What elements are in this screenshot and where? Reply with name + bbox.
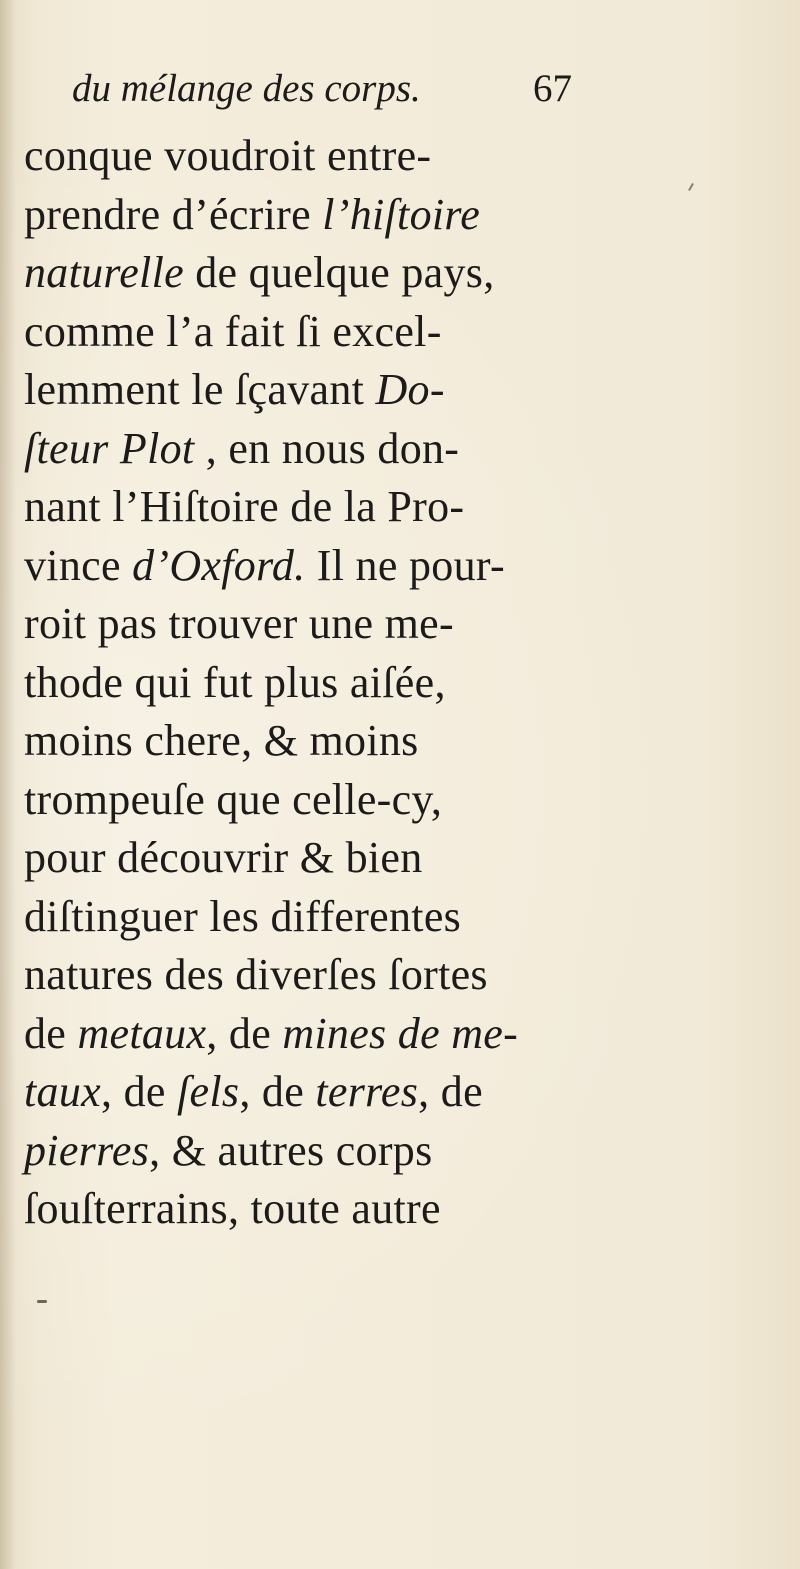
line-text: , de [239,1067,316,1116]
italic-text: pierres [24,1125,150,1175]
text-line [24,654,584,713]
ink-mark [37,1300,47,1303]
line-text: trompeuſe que celle-cy, [24,774,443,824]
body-text [24,127,584,1239]
text-line [24,361,584,420]
line-text: diſtinguer les differentes [24,891,462,941]
line-text: thode qui fut plus aiſée, [24,657,446,707]
text-line [24,1005,584,1064]
line-text: prendre d’écrire [24,189,323,239]
line-text: , & autres corps [149,1125,433,1175]
text-line [24,1122,584,1181]
text-line [24,829,584,888]
line-text: Il ne pour- [305,540,505,590]
text-line [24,1063,584,1122]
page-header [72,66,572,122]
italic-text: naturelle [24,248,184,297]
spine-shadow [0,0,16,1569]
text-line [24,771,584,830]
line-text: , de [418,1067,483,1116]
text-line [24,244,584,303]
line-text: , en nous don- [194,423,460,473]
text-line [24,1180,584,1239]
line-text: , de [100,1067,177,1116]
line-text: , de [206,1008,283,1058]
text-line [24,595,584,654]
italic-text: taux [24,1067,101,1116]
text-line [24,478,584,537]
text-line [24,537,584,596]
italic-text: l’hiſtoire [322,189,481,239]
text-line [24,303,584,362]
text-line [24,712,584,771]
italic-text: metaux [77,1008,207,1058]
text-line [24,186,584,245]
line-text: moins chere, & moins [24,716,419,765]
italic-text: d’Oxford. [132,540,306,590]
line-text: ſouſterrains, toute autre [24,1184,441,1233]
line-text: natures des diverſes ſortes [24,950,488,999]
text-line [24,946,584,1005]
italic-text: Do- [375,365,445,414]
line-text: conque voudroit entre- [24,131,432,180]
page-number: 67 [533,67,572,110]
line-text: nant l’Hiſtoire de la Pro- [24,482,465,531]
line-text: roit pas trouver une me- [24,599,454,648]
line-text: lemment le ſçavant [24,365,376,414]
running-head: du mélange des corps. [72,67,421,110]
paper-speck [688,183,694,191]
italic-text: terres [315,1067,419,1116]
text-line [24,127,584,186]
italic-text: mines de me- [282,1008,519,1058]
italic-text: ſteur Plot [24,423,195,473]
line-text: pour découvrir & bien [24,833,423,882]
line-text: de quelque pays, [183,248,495,297]
text-line [24,888,584,947]
line-text: comme l’a fait ſi excel- [24,306,442,356]
italic-text: ſels [177,1067,240,1116]
line-text: vince [24,540,133,590]
text-line [24,420,584,479]
line-text: de [24,1008,78,1058]
